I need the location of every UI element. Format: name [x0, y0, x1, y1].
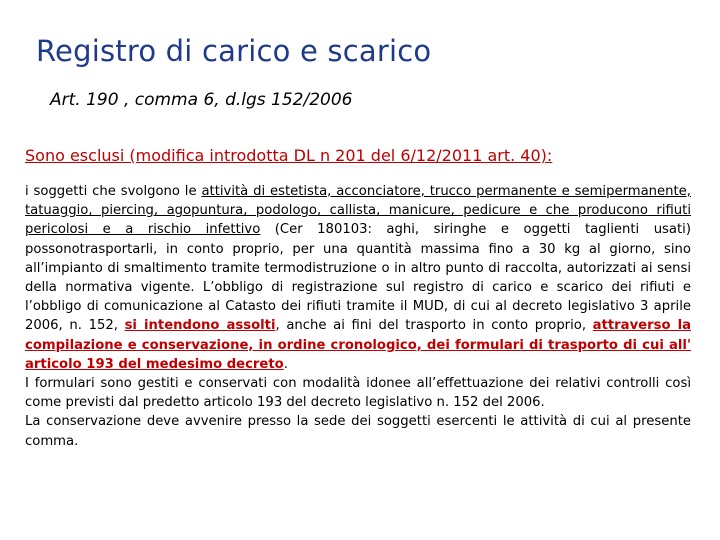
paragraph-1-middle: (Cer 180103: aghi, siringhe e oggetti taglienti usati) possonotrasportarli, in conto proprio, per una quantità massima fino a 30 kg al giorno, sino all’impianto di smaltimento tramite termodistruzione o in altro punto di raccolta, autorizzati ai sensi della normativa vigente. L’obbligo di registrazione sul registro di carico e scarico dei rifiuti e l’obbligo di comunicazione al Catasto dei rifiuti tramite il MUD, di cui al decreto legislativo 3 aprile 2006, n. 152, [25, 222, 691, 334]
paragraph-2: I formulari sono gestiti e conservati con modalità idonee all’effettuazione dei relativi controlli così come previsti dal predetto articolo 193 del decreto legislativo n. 152 del 2006. [25, 376, 691, 411]
paragraph-1-underlined: attività di estetista, acconciatore, trucco permanente e semipermanente, tatuaggio, piercing, agopuntura, podologo, callista, manicure, pedicure e che producono rifiuti pericolosi e a rischio infettivo [25, 184, 691, 238]
paragraph-1-highlight-1: si intendono assolti [124, 318, 276, 334]
slide-subtitle: Art. 190 , comma 6, d.lgs 152/2006 [50, 90, 353, 110]
slide-title: Registro di carico e scarico [36, 34, 432, 68]
body-text [25, 182, 691, 451]
paragraph-3: La conservazione deve avvenire presso la sede dei soggetti esercenti le attività di cui al presente comma. [25, 414, 691, 449]
paragraph-1-intro: i soggetti che svolgono le [25, 184, 202, 199]
section-heading: Sono esclusi (modifica introdotta DL n 201 del 6/12/2011 art. 40): [25, 146, 553, 165]
paragraph-1-end: . [283, 356, 288, 372]
paragraph-1 [25, 182, 691, 374]
paragraph-1-after-highlight: , anche ai fini del trasporto in conto proprio, [275, 318, 593, 334]
paragraph-1-highlight-2: attraverso la compilazione e conservazione, in ordine cronologico, dei formulari di trasporto di cui all' articolo 193 del medesimo decreto [25, 318, 691, 372]
